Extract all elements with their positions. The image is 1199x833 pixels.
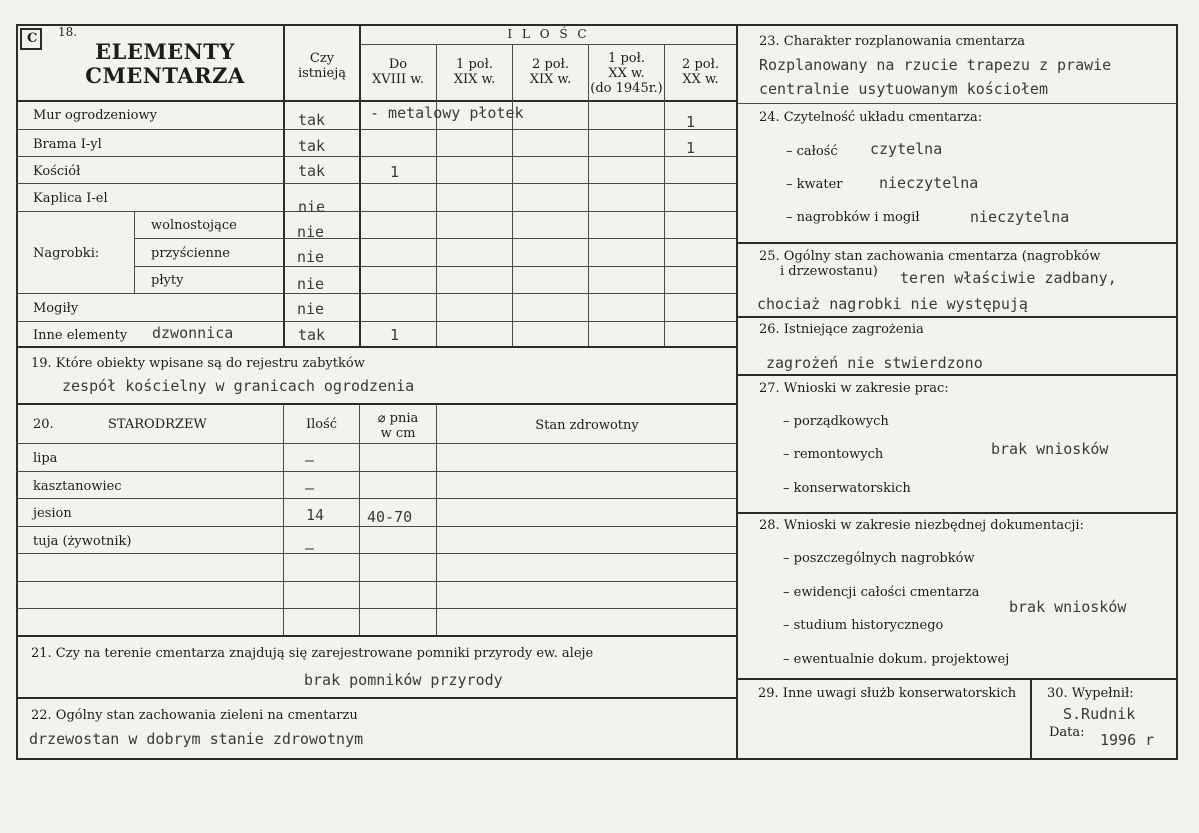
row-label-kosciol: Kościół: [33, 164, 81, 179]
q25-label-line2: i drzewostanu): [780, 264, 878, 279]
row-exists-inne: tak: [298, 326, 326, 344]
row-value-inne: dzwonnica: [152, 324, 234, 342]
row-label-brama: Brama I-yl: [33, 137, 102, 152]
form-title-line2: CMENTARZA: [85, 63, 245, 88]
q24-label: 24. Czytelność układu cmentarza:: [759, 110, 983, 125]
q24-value-kwater: nieczytelna: [879, 174, 979, 192]
row-exists-kaplica: nie: [298, 198, 326, 216]
q25-answer-line2: chociaż nagrobki nie występują: [757, 295, 1028, 313]
q30-date-label: Data:: [1049, 725, 1085, 740]
q20-pnia-header-l2: w cm: [380, 426, 416, 441]
tree-qty-lipa: –: [305, 451, 315, 469]
section-number: 18.: [58, 25, 78, 39]
q25-answer-line1: teren właściwie zadbany,: [900, 269, 1117, 287]
row-xx2-brama: 1: [686, 139, 696, 157]
q25-label-line1: 25. Ogólny stan zachowania cmentarza (nagrobków: [759, 249, 1101, 264]
row-label-inne: Inne elementy: [33, 328, 128, 343]
row-label-plyty: płyty: [151, 273, 184, 288]
q21-label: 21. Czy na terenie cmentarza znajdują się zarejestrowane pomniki przyrody ew. aleje: [31, 646, 594, 661]
q28-answer: brak wniosków: [1009, 598, 1127, 616]
q20-pnia-header-l1: ⌀ pnia: [377, 411, 419, 426]
q21-answer: brak pomników przyrody: [304, 671, 503, 689]
q27-answer: brak wniosków: [991, 440, 1109, 458]
row-exists-brama: tak: [298, 137, 326, 155]
q28-item-projektowej: – ewentualnie dokum. projektowej: [783, 652, 1010, 667]
q19-label: 19. Które obiekty wpisane są do rejestru zabytków: [31, 356, 365, 371]
q27-item-remontowych: – remontowych: [783, 447, 884, 462]
q23-label: 23. Charakter rozplanowania cmentarza: [759, 34, 1026, 49]
tree-name-kasztanowiec: kasztanowiec: [33, 479, 122, 494]
row-note-mur: - metalowy płotek: [370, 104, 524, 122]
czy-header-l1: Czy: [309, 51, 335, 66]
q26-label: 26. Istniejące zagrożenia: [759, 322, 924, 337]
q27-item-porzadkowych: – porządkowych: [783, 414, 889, 429]
q20-number: 20.: [33, 417, 54, 432]
q30-label: 30. Wypełnił:: [1047, 686, 1134, 701]
q22-label: 22. Ogólny stan zachowania zieleni na cmentarzu: [31, 708, 358, 723]
row-xviii-kosciol: 1: [390, 163, 400, 181]
q28-item-studium: – studium historycznego: [783, 618, 944, 633]
q24-value-nagrobkow: nieczytelna: [970, 208, 1070, 226]
q28-label: 28. Wnioski w zakresie niezbędnej dokumentacji:: [759, 518, 1084, 533]
q29-label: 29. Inne uwagi służb konserwatorskich: [758, 686, 1017, 701]
row-label-mogily: Mogiły: [33, 301, 79, 316]
q22-answer: drzewostan w dobrym stanie zdrowotnym: [29, 730, 364, 748]
row-exists-mogily: nie: [297, 300, 325, 318]
q30-date: 1996 r: [1100, 731, 1155, 749]
q23-answer-line1: Rozplanowany na rzucie trapezu z prawie: [759, 56, 1112, 74]
row-exists-przyscienne: nie: [297, 248, 325, 266]
q19-answer: zespół kościelny w granicach ogrodzenia: [62, 377, 415, 395]
q27-item-konserwatorskich: – konserwatorskich: [783, 481, 911, 496]
q20-title: STARODRZEW: [108, 417, 207, 432]
row-exists-kosciol: tak: [298, 162, 326, 180]
tree-qty-jesion: 14: [306, 506, 325, 524]
row-xx2-mur: 1: [686, 113, 696, 131]
q26-answer: zagrożeń nie stwierdzono: [766, 354, 983, 372]
section-letter: C: [27, 31, 38, 46]
tree-qty-tuja: –: [305, 539, 315, 557]
q27-label: 27. Wnioski w zakresie prac:: [759, 381, 949, 396]
q30-name: S.Rudnik: [1063, 705, 1136, 723]
tree-dia-jesion: 40-70: [367, 508, 413, 526]
q24-item-kwater: – kwater: [786, 177, 843, 192]
row-label-nagrobki: Nagrobki:: [33, 246, 100, 261]
ilosc-header: I L O Ś C: [507, 27, 590, 41]
row-exists-mur: tak: [298, 111, 326, 129]
tree-name-jesion: jesion: [33, 506, 72, 521]
row-exists-wolnostojace: nie: [297, 223, 325, 241]
tree-name-lipa: lipa: [33, 451, 58, 466]
row-label-wolnostojace: wolnostojące: [151, 218, 237, 233]
czy-header-l2: istnieją: [297, 66, 347, 81]
q20-ilosc-header: Ilość: [305, 417, 338, 432]
q28-item-ewidencji: – ewidencji całości cmentarza: [783, 585, 980, 600]
q24-value-calosc: czytelna: [870, 140, 943, 158]
q24-item-calosc: – całość: [786, 144, 838, 159]
q20-stan-header: Stan zdrowotny: [535, 418, 639, 433]
tree-qty-kasztanowiec: –: [305, 479, 315, 497]
q28-item-nagrobkow: – poszczególnych nagrobków: [783, 551, 975, 566]
row-label-mur: Mur ogrodzeniowy: [33, 108, 157, 123]
row-xviii-inne: 1: [390, 326, 400, 344]
row-exists-plyty: nie: [297, 275, 325, 293]
q23-answer-line2: centralnie usytuowanym kościołem: [759, 80, 1048, 98]
q24-item-nagrobkow: – nagrobków i mogił: [786, 210, 920, 225]
row-label-kaplica: Kaplica I-el: [33, 191, 108, 206]
row-label-przyscienne: przyściennе: [151, 246, 230, 261]
form-title-line1: ELEMENTY: [95, 39, 235, 64]
tree-name-tuja: tuja (żywotnik): [33, 534, 132, 549]
